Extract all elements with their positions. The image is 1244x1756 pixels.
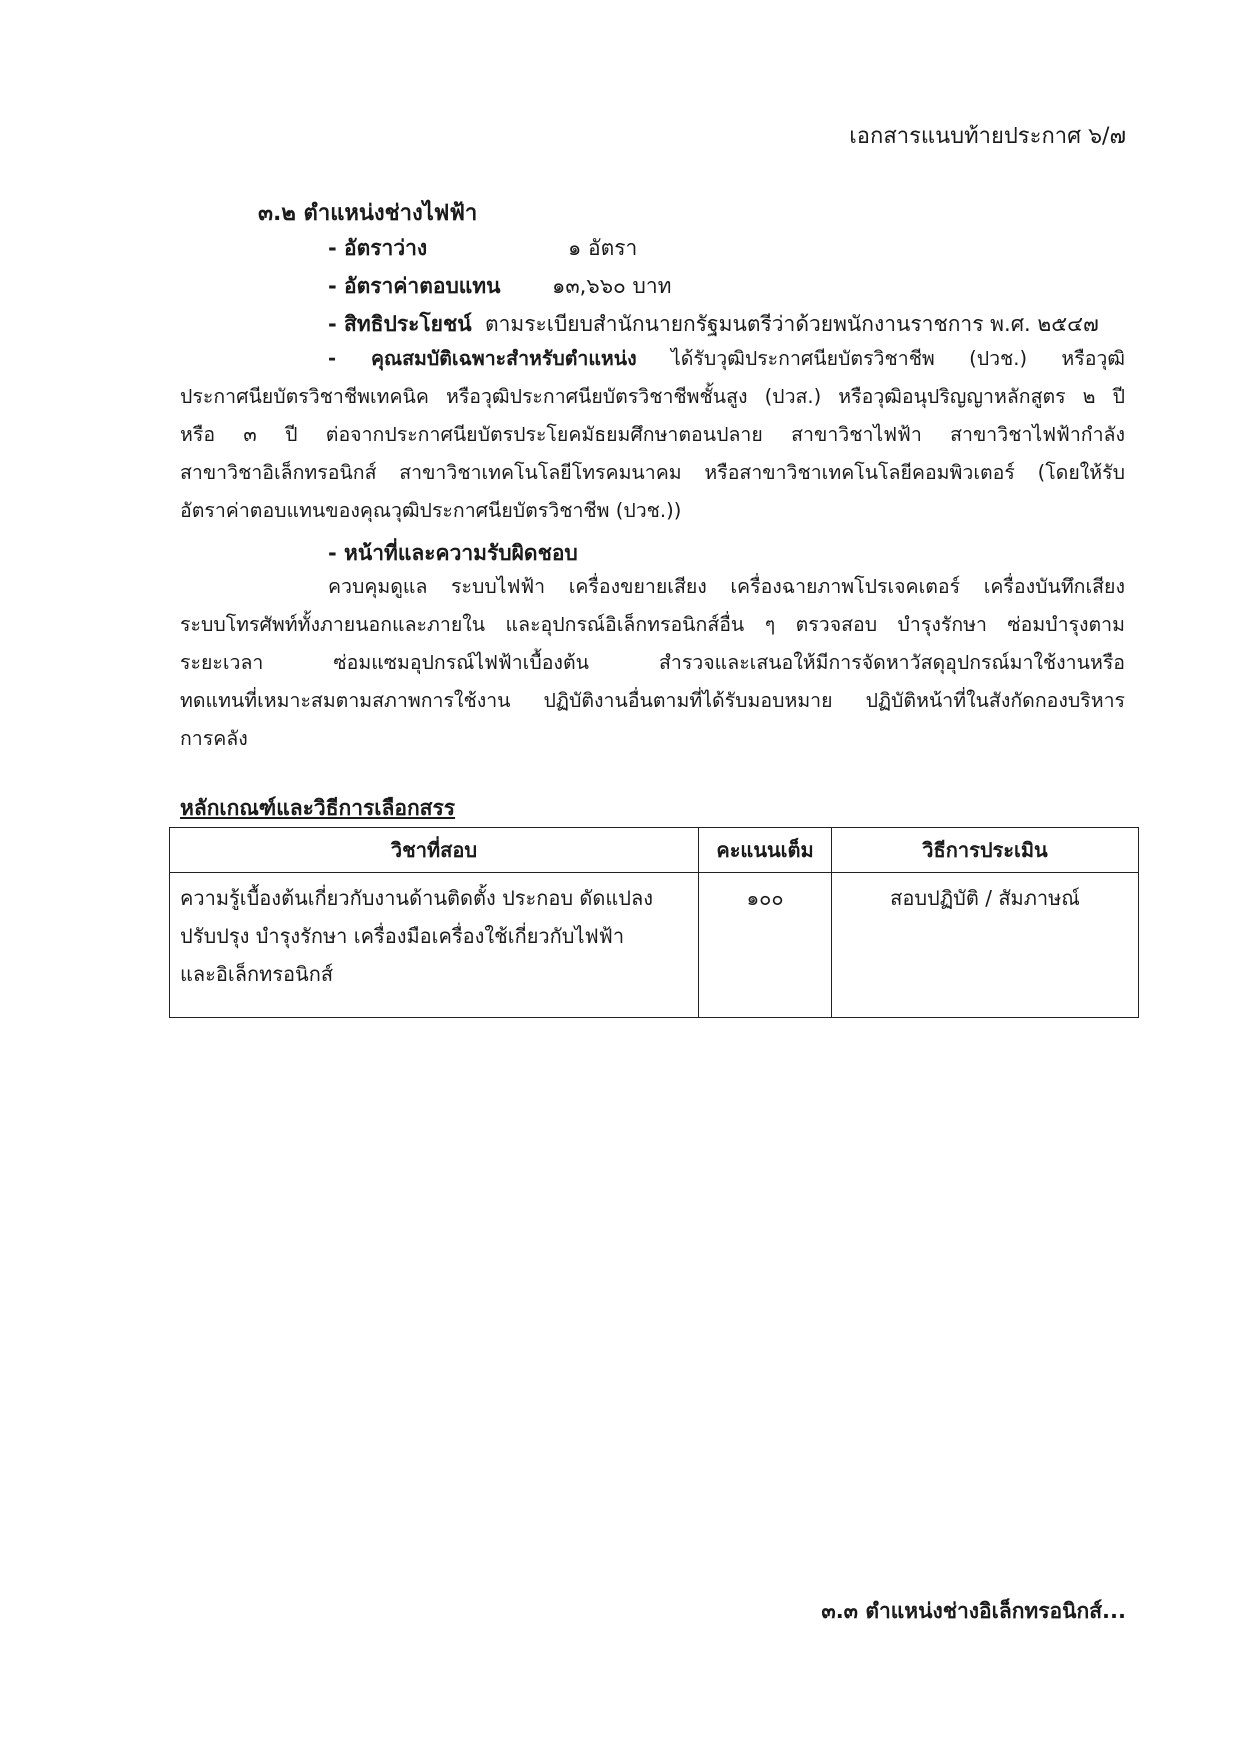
duties-line: ทดแทนที่เหมาะสมตามสภาพการใช้งาน ปฏิบัติงานอื่นตามที่ได้รับมอบหมาย ปฏิบัติหน้าที่ในสังกัดกองบริหาร bbox=[180, 689, 1125, 712]
method-cell: สอบปฏิบัติ / สัมภาษณ์ bbox=[832, 873, 1139, 1018]
criteria-table bbox=[169, 827, 1139, 1018]
duties-line: ควบคุมดูแล ระบบไฟฟ้า เครื่องขยายเสียง เครื่องฉายภาพโปรเจคเตอร์ เครื่องบันทึกเสียง bbox=[328, 575, 1125, 598]
duties-line: ระยะเวลา ซ่อมแซมอุปกรณ์ไฟฟ้าเบื้องต้น สำรวจและเสนอให้มีการจัดหาวัสดุอุปกรณ์มาใช้งานหรือ bbox=[180, 651, 1125, 674]
subject-cell bbox=[170, 873, 699, 1018]
duties-paragraph bbox=[180, 568, 1125, 758]
subject-line: และอิเล็กทรอนิกส์ bbox=[180, 962, 334, 986]
section-title: ๓.๒ ตำแหน่งช่างไฟฟ้า bbox=[258, 201, 478, 226]
header-score: คะแนนเต็ม bbox=[699, 828, 832, 873]
vacancies-label: - อัตราว่าง bbox=[328, 236, 428, 260]
qualifications-label: - คุณสมบัติเฉพาะสำหรับตำแหน่ง bbox=[328, 347, 637, 370]
score-cell: ๑๐๐ bbox=[699, 873, 832, 1018]
header-subject: วิชาที่สอบ bbox=[170, 828, 699, 873]
benefits-row bbox=[328, 308, 1099, 341]
duties-line: การคลัง bbox=[180, 727, 248, 750]
salary-value: ๑๓,๖๖๐ บาท bbox=[552, 274, 672, 298]
qualifications-line: อัตราค่าตอบแทนของคุณวุฒิประกาศนียบัตรวิชาชีพ (ปวช.)) bbox=[180, 499, 682, 522]
continuation-note: ๓.๓ ตำแหน่งช่างอิเล็กทรอนิกส์... bbox=[821, 1599, 1126, 1623]
qualifications-line: หรือ ๓ ปี ต่อจากประกาศนียบัตรประโยคมัธยมศึกษาตอนปลาย สาขาวิชาไฟฟ้า สาขาวิชาไฟฟ้ากำลัง bbox=[180, 423, 1125, 446]
duties-line: ระบบโทรศัพท์ทั้งภายนอกและภายใน และอุปกรณ์อิเล็กทรอนิกส์อื่น ๆ ตรวจสอบ บำรุงรักษา ซ่อมบำรุงตาม bbox=[180, 613, 1125, 636]
benefits-label: - สิทธิประโยชน์ bbox=[328, 312, 472, 336]
qualifications-line: สาขาวิชาอิเล็กทรอนิกส์ สาขาวิชาเทคโนโลยีโทรคมนาคม หรือสาขาวิชาเทคโนโลยีคอมพิวเตอร์ (โดยให้รับ bbox=[180, 461, 1125, 484]
document-reference: เอกสารแนบท้ายประกาศ ๖/๗ bbox=[849, 124, 1126, 149]
salary-label: - อัตราค่าตอบแทน bbox=[328, 274, 501, 298]
duties-label: - หน้าที่และความรับผิดชอบ bbox=[328, 541, 578, 565]
table-header-row bbox=[170, 828, 1139, 873]
qualifications-line: ประกาศนียบัตรวิชาชีพเทคนิค หรือวุฒิประกาศนียบัตรวิชาชีพชั้นสูง (ปวส.) หรือวุฒิอนุปริญญาหลักสูตร ๒ ปี bbox=[180, 385, 1125, 408]
criteria-title: หลักเกณฑ์และวิธีการเลือกสรร bbox=[180, 796, 456, 820]
header-method: วิธีการประเมิน bbox=[832, 828, 1139, 873]
table-row bbox=[170, 873, 1139, 1018]
qualifications-paragraph bbox=[180, 340, 1125, 530]
benefits-value: ตามระเบียบสำนักนายกรัฐมนตรีว่าด้วยพนักงานราชการ พ.ศ. ๒๕๔๗ bbox=[484, 312, 1099, 336]
subject-line: ความรู้เบื้องต้นเกี่ยวกับงานด้านติดตั้ง ประกอบ ดัดแปลง bbox=[180, 886, 654, 910]
subject-line: ปรับปรุง บำรุงรักษา เครื่องมือเครื่องใช้เกี่ยวกับไฟฟ้า bbox=[180, 924, 625, 948]
vacancies-value: ๑ อัตรา bbox=[568, 236, 638, 260]
qualifications-line: - คุณสมบัติเฉพาะสำหรับตำแหน่ง ได้รับวุฒิประกาศนียบัตรวิชาชีพ (ปวช.) หรือวุฒิ bbox=[328, 347, 1125, 370]
